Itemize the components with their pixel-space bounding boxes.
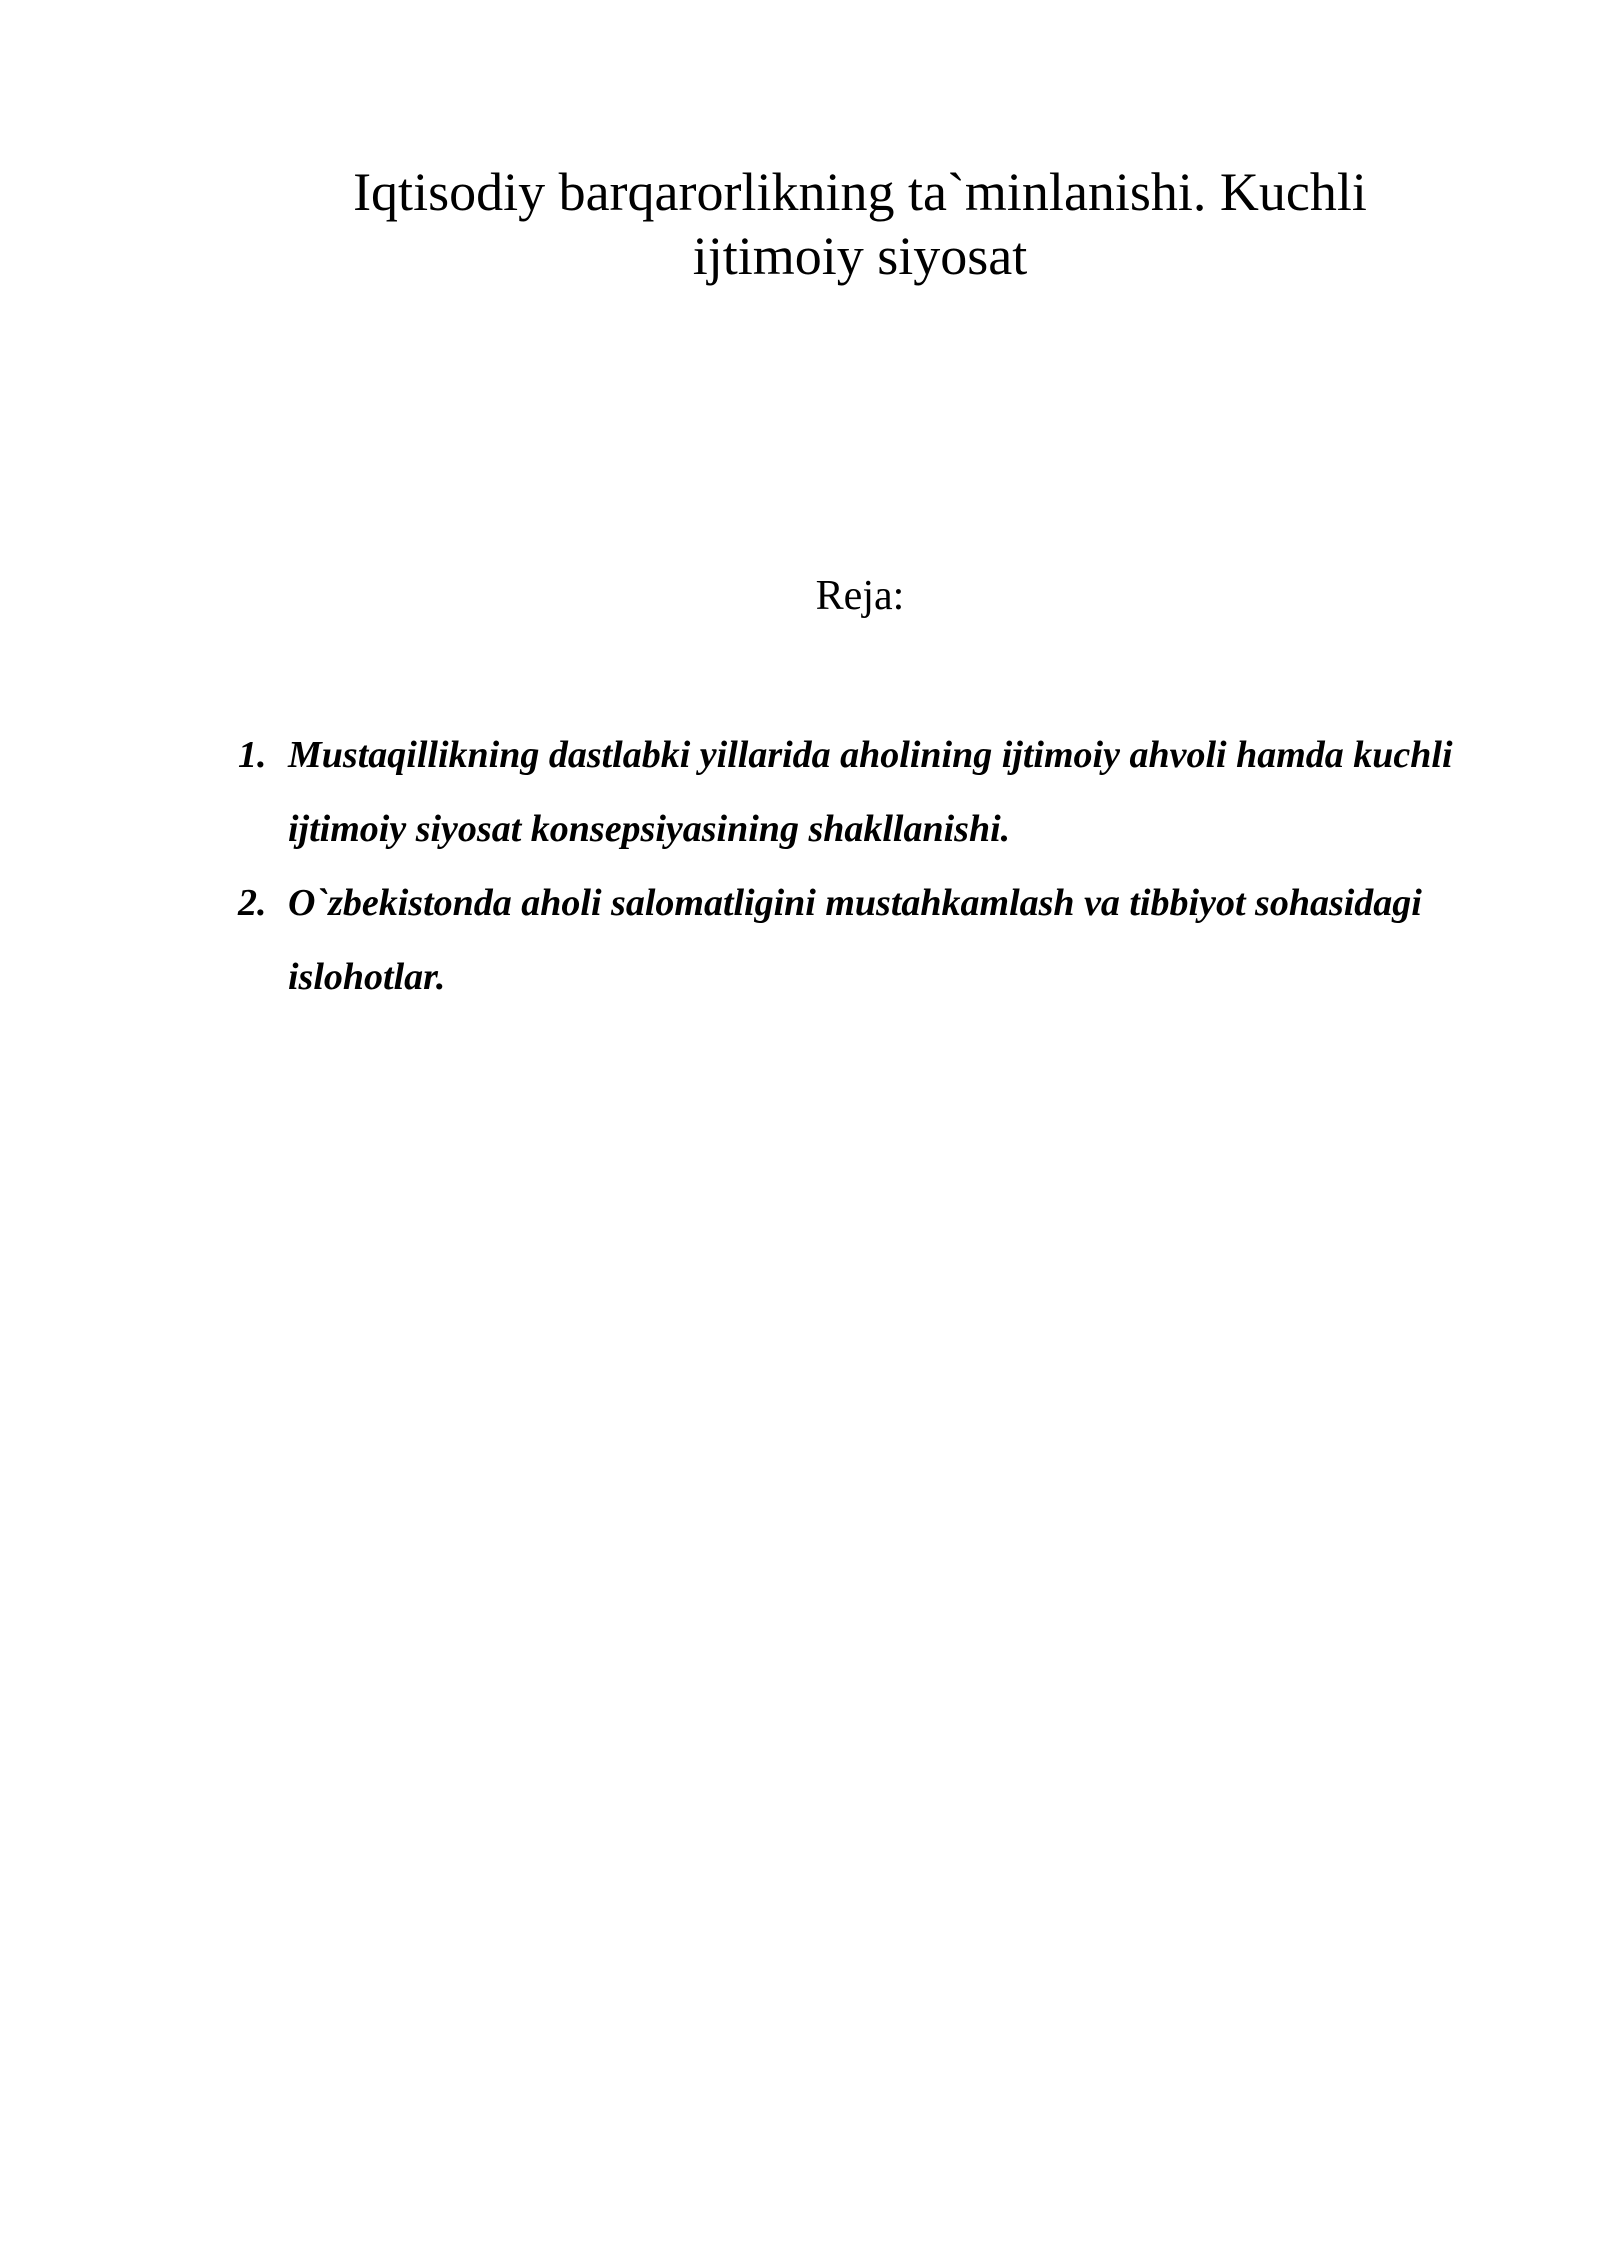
- list-item-number: 1.: [238, 734, 267, 776]
- list-item-text: O`zbekistonda aholi salomatligini mustahkamlash va tibbiyot sohasidagi islohotlar.: [288, 882, 1422, 998]
- list-item-number: 2.: [238, 882, 267, 924]
- list-item: [238, 866, 1558, 1014]
- list-item: [238, 718, 1558, 866]
- page-title: [200, 160, 1520, 288]
- title-line-1: Iqtisodiy barqarorlikning ta`minlanishi. Kuchli: [353, 162, 1367, 222]
- list-item-text: Mustaqillikning dastlabki yillarida aholining ijtimoiy ahvoli hamda kuchli ijtimoiy siyosat konsepsiyasining shakllanishi.: [288, 734, 1453, 850]
- title-line-2: ijtimoiy siyosat: [692, 226, 1028, 286]
- plan-heading: Reja:: [815, 573, 905, 619]
- plan-list: [238, 718, 1558, 1014]
